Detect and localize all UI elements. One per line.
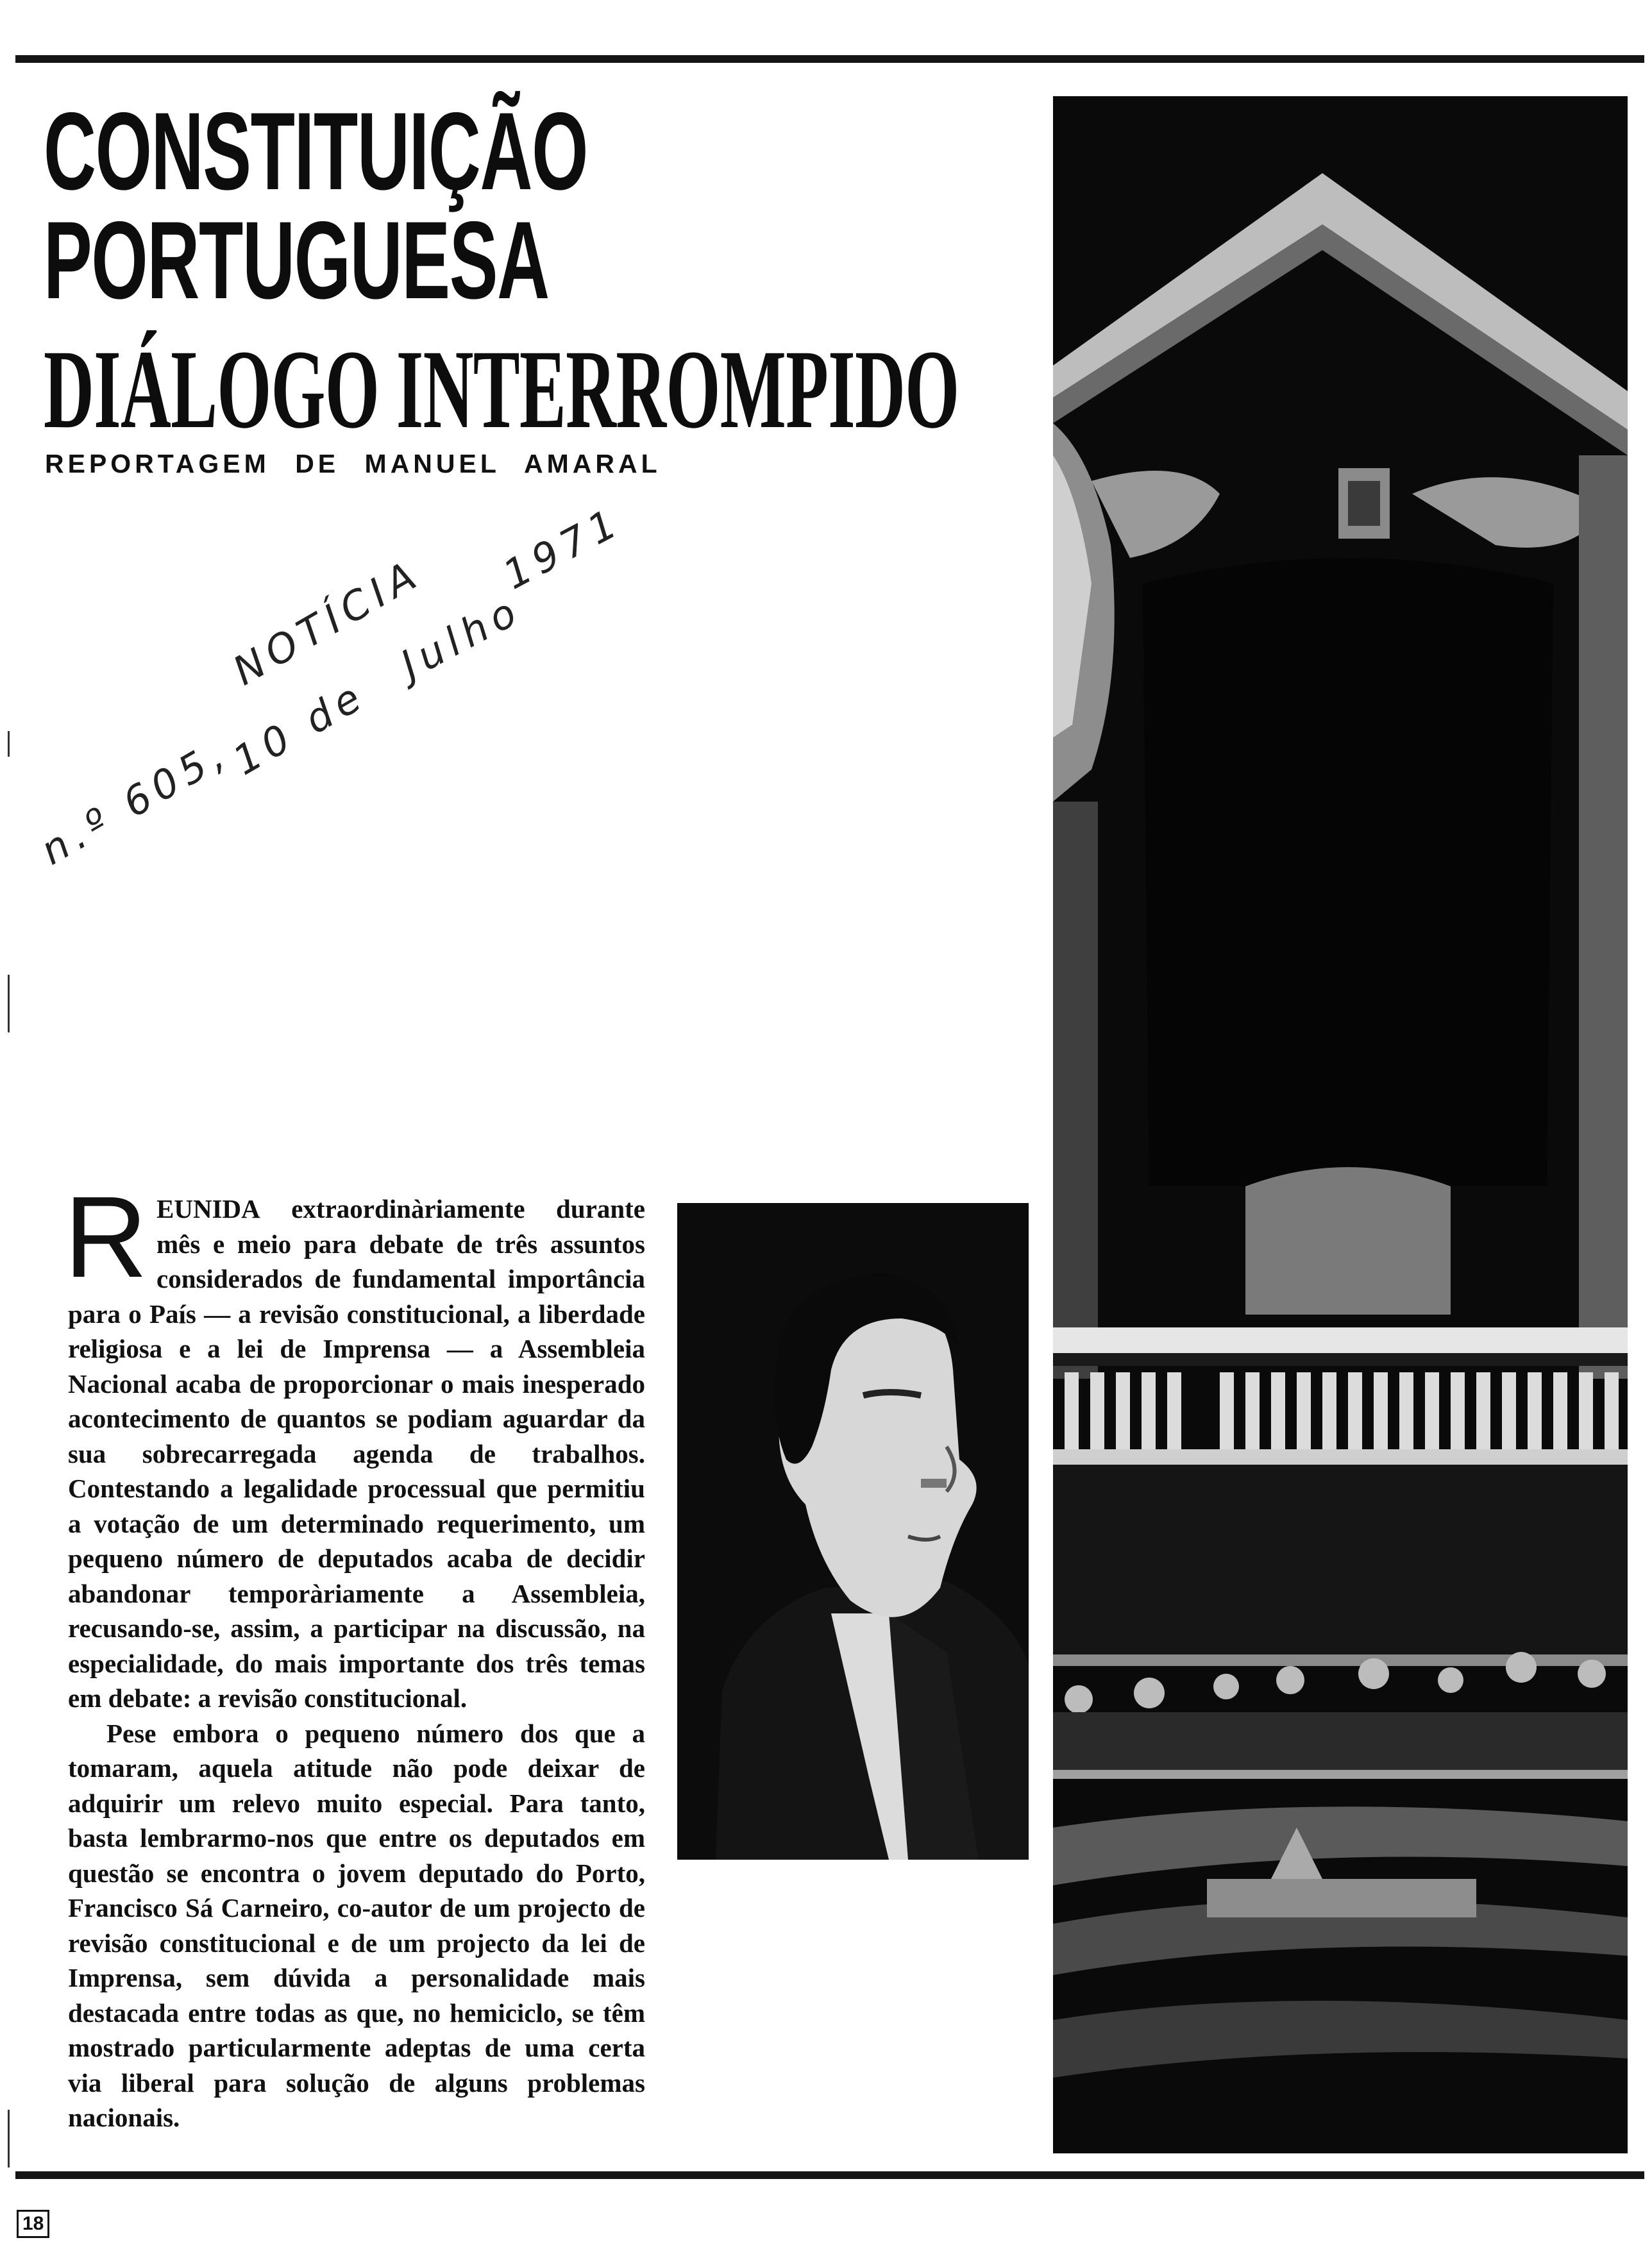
handwritten-month: Julho	[392, 585, 530, 689]
article-paragraph-2: Pese embora o pequeno número dos que a tomaram, aquela atitude não pode deixar de adquirir um relevo muito especial. Para tanto, basta lembrarmo-nos que entre os deputados em questão se encontra o jovem deputado do Porto, Francisco Sá Carneiro, co-autor de um projecto de revisão constitucional e de um projecto da lei de Imprensa, sem dúvida a personalidade mais destacada entre todas as que, no hemiciclo, se têm mostrado particularmente adeptas de uma certa via liberal para solução de alguns problemas nacionais.	[68, 1718, 645, 2132]
byline: REPORTAGEM DE MANUEL AMARAL	[45, 449, 661, 478]
handwritten-year: 1971	[495, 497, 630, 599]
handwritten-issue: n.º 605,	[33, 728, 237, 874]
headline-line-2: PORTUGUESA	[44, 199, 549, 322]
lead-word: EUNIDA	[156, 1194, 260, 1224]
margin-mark	[8, 731, 10, 757]
handwritten-noticia: NOTÍCIA	[225, 550, 430, 694]
headline-line-1: CONSTITUIÇÃO	[44, 90, 588, 213]
assembly-hall-photo	[1053, 96, 1628, 2153]
portrait-photo	[677, 1203, 1029, 1860]
assembly-hall-image	[1053, 96, 1628, 2153]
handwritten-day: 10 de	[225, 671, 375, 784]
article-paragraph-1	[64, 1173, 645, 1716]
margin-mark	[8, 2110, 10, 2167]
drop-cap: R	[64, 1173, 148, 1302]
top-rule	[15, 55, 1644, 63]
headline-subtitle: DIÁLOGO INTERROMPIDO	[44, 327, 959, 452]
handwritten-annotation	[33, 497, 630, 874]
margin-mark	[8, 975, 10, 1032]
paragraph-1-text: extraordinàriamente durante mês e meio para debate de três assuntos considerados de fundamental importância para o País — a revisão constitucional, a liberdade religiosa e a lei de Imprensa — a Assembleia Nacional acaba de proporcionar o mais inesperado acontecimento de quantos se podiam aguardar da sua sobrecarregada agenda de trabalhos. Contestando a legalidade processual que permitiu a votação de um determinado requerimento, um pequeno número de deputados acaba de decidir abandonar temporàriamente a Assembleia, recusando-se, assim, a participar na discussão, na especialidade, do mais importante dos três temas em debate: a revisão constitucional.	[68, 1194, 645, 1713]
bottom-rule	[15, 2171, 1644, 2179]
article-body	[64, 1173, 645, 2135]
portrait-photo-image	[677, 1203, 1029, 1860]
page-number: 18	[17, 2210, 49, 2238]
